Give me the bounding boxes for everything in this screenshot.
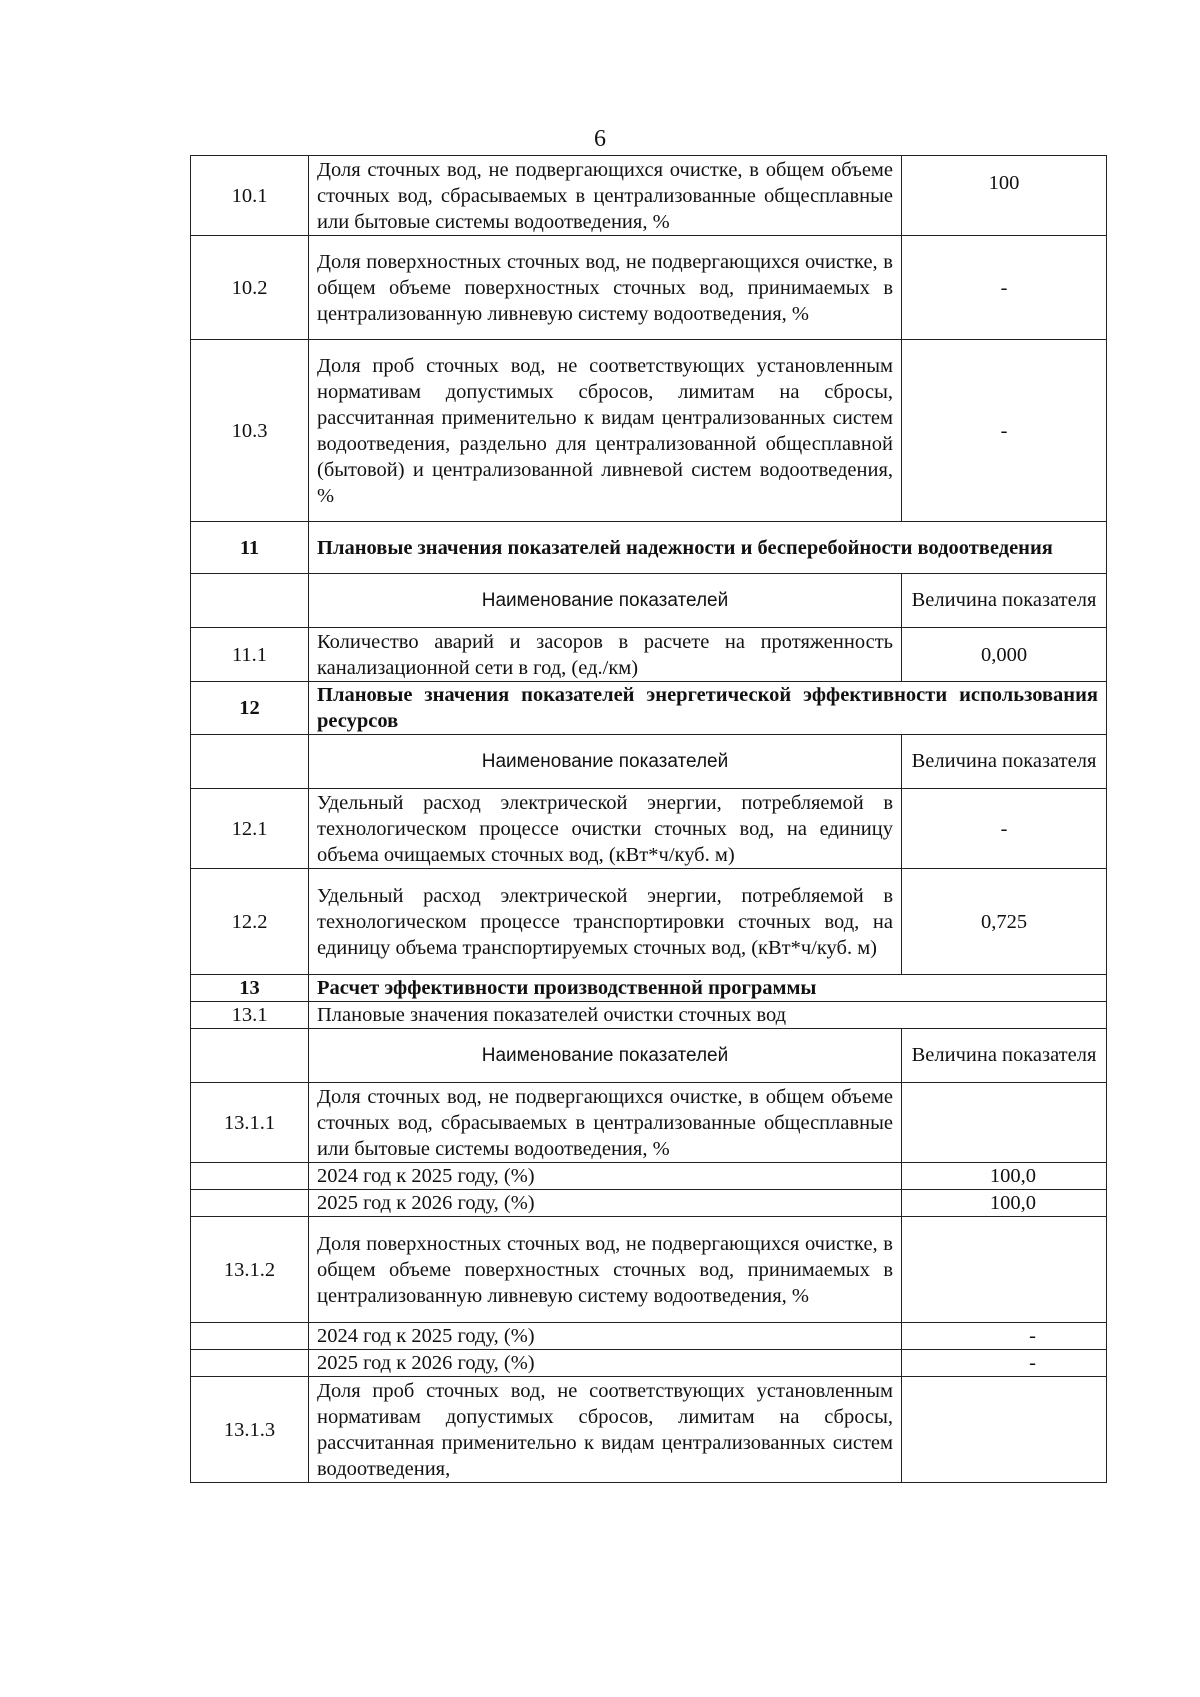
column-header-row [191,735,1107,789]
column-header-row [191,1029,1107,1083]
table-row [191,236,1107,340]
row-number: 13.1.1 [191,1083,309,1163]
indicator-value-header: Величина показателя [902,574,1107,628]
table-row [191,789,1107,869]
indicator-value [902,1377,1107,1483]
indicator-name-header: Наименование показателей [309,735,902,789]
table-row [191,628,1107,682]
table-row [191,1217,1107,1323]
year-description: 2024 год к 2025 году, (%) [309,1323,902,1350]
section-row [191,522,1107,574]
section-row [191,975,1107,1002]
row-number [191,1163,309,1190]
indicator-value: 0,000 [902,628,1107,682]
section-number: 13 [191,975,309,1002]
indicator-description: Доля сточных вод, не подвергающихся очистке, в общем объеме сточных вод, сбрасываемых в централизованные общесплавные или бытовые системы водоотведения, % [309,1083,902,1163]
empty-cell [191,735,309,789]
column-header-row [191,574,1107,628]
indicator-description: Удельный расход электрической энергии, потребляемой в технологическом процессе очистки сточных вод, на единицу объема очищаемых сточных вод, (кВт*ч/куб. м) [309,789,902,869]
indicator-value [902,1217,1107,1323]
indicator-description: Доля сточных вод, не подвергающихся очистке, в общем объеме сточных вод, сбрасываемых в централизованные общесплавные или бытовые системы водоотведения, % [309,156,902,236]
indicators-table [190,155,1107,1483]
row-number: 11.1 [191,628,309,682]
year-row [191,1190,1107,1217]
year-description: 2024 год к 2025 году, (%) [309,1163,902,1190]
subsection-number: 13.1 [191,1002,309,1029]
year-value: 100,0 [902,1190,1107,1217]
year-description: 2025 год к 2026 году, (%) [309,1350,902,1377]
indicator-description: Удельный расход электрической энергии, потребляемой в технологическом процессе транспортировки сточных вод, на единицу объема транспортируемых сточных вод, (кВт*ч/куб. м) [309,869,902,975]
section-title: Плановые значения показателей энергетической эффективности использования ресурсов [309,682,1107,735]
row-number: 13.1.3 [191,1377,309,1483]
section-title: Плановые значения показателей надежности и бесперебойности водоотведения [309,522,1107,574]
indicator-value [902,1083,1107,1163]
indicator-description: Доля поверхностных сточных вод, не подвергающихся очистке, в общем объеме поверхностных сточных вод, принимаемых в централизованную ливневую систему водоотведения, % [309,1217,902,1323]
year-value: - [902,1350,1107,1377]
indicator-description: Доля проб сточных вод, не соответствующих установленным нормативам допустимых сбросов, лимитам на сбросы, рассчитанная применительно к видам централизованных систем водоотведения, [309,1377,902,1483]
subsection-title: Плановые значения показателей очистки сточных вод [309,1002,1107,1029]
subsection-row [191,1002,1107,1029]
year-description: 2025 год к 2026 году, (%) [309,1190,902,1217]
row-number: 12.2 [191,869,309,975]
year-value: 100,0 [902,1163,1107,1190]
indicator-description: Доля проб сточных вод, не соответствующих установленным нормативам допустимых сбросов, лимитам на сбросы, рассчитанная применительно к видам централизованных систем водоотведения, раздельно для централизованной общесплавной (бытовой) и централизованной ливневой систем водоотведения, % [309,340,902,522]
row-number [191,1190,309,1217]
indicator-value: 0,725 [902,869,1107,975]
section-number: 11 [191,522,309,574]
section-number: 12 [191,682,309,735]
year-row [191,1323,1107,1350]
page-number: 6 [594,126,606,152]
section-title: Расчет эффективности производственной программы [309,975,1107,1002]
indicator-value: - [902,236,1107,340]
indicator-value: 100 [902,156,1107,236]
row-number: 13.1.2 [191,1217,309,1323]
indicator-value: - [902,340,1107,522]
table-row [191,156,1107,236]
empty-cell [191,574,309,628]
row-number [191,1350,309,1377]
indicator-value-header: Величина показателя [902,735,1107,789]
row-number: 10.1 [191,156,309,236]
row-number [191,1323,309,1350]
table-row [191,869,1107,975]
year-value: - [902,1323,1107,1350]
indicator-description: Количество аварий и засоров в расчете на протяженность канализационной сети в год, (ед./км) [309,628,902,682]
row-number: 10.2 [191,236,309,340]
row-number: 12.1 [191,789,309,869]
row-number: 10.3 [191,340,309,522]
indicator-name-header: Наименование показателей [309,1029,902,1083]
year-row [191,1350,1107,1377]
section-row [191,682,1107,735]
indicator-description: Доля поверхностных сточных вод, не подвергающихся очистке, в общем объеме поверхностных сточных вод, принимаемых в централизованную ливневую систему водоотведения, % [309,236,902,340]
indicator-name-header: Наименование показателей [309,574,902,628]
indicator-value: - [902,789,1107,869]
table-row [191,340,1107,522]
year-row [191,1163,1107,1190]
indicator-value-header: Величина показателя [902,1029,1107,1083]
table-row [191,1083,1107,1163]
empty-cell [191,1029,309,1083]
table-row [191,1377,1107,1483]
